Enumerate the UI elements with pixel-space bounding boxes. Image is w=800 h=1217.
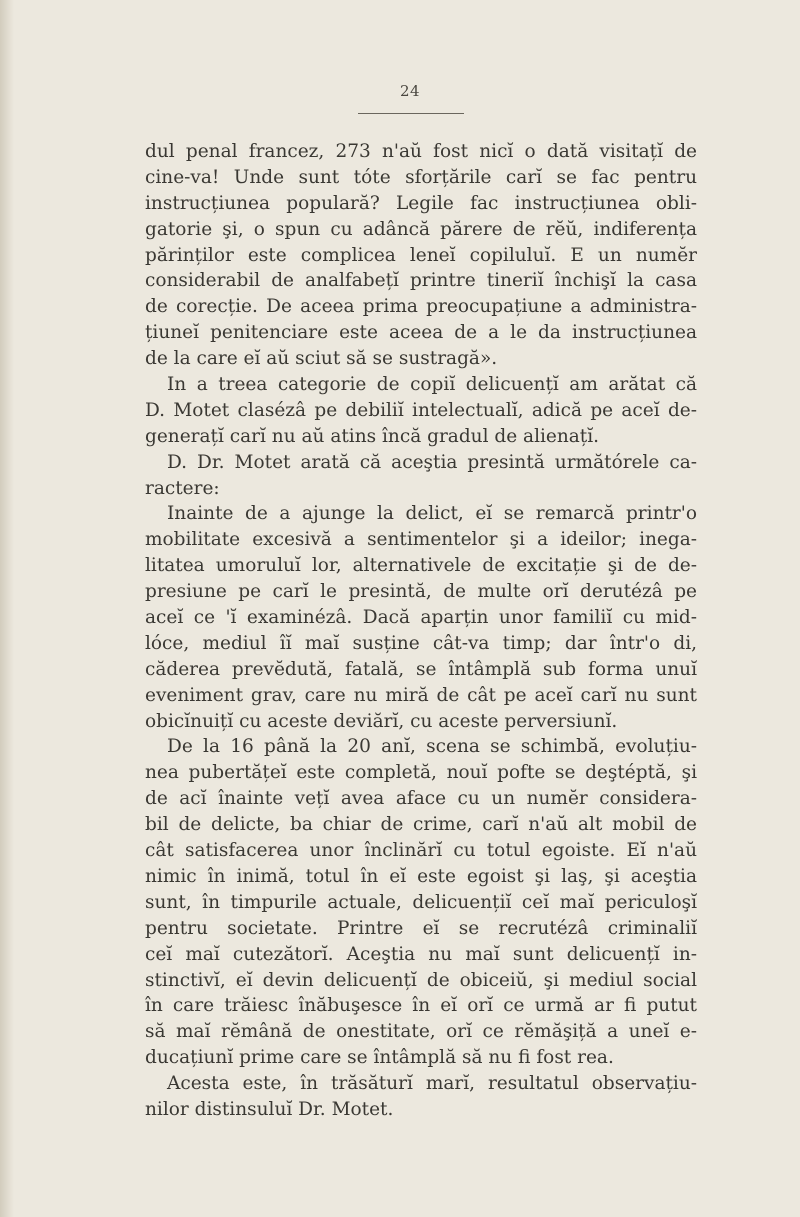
text-line: de la care eĭ aŭ sciut să se sustragă». xyxy=(145,348,498,370)
page-number: 24 xyxy=(399,82,421,100)
text-line: Acesta este, în trăsăturĭ marĭ, resultatul observațiu- xyxy=(167,1073,697,1095)
text-line: să maĭ rĕmână de onestitate, orĭ ce rĕmăşiță a uneĭ e- xyxy=(145,1021,697,1043)
text-line: nimic în inimă, totul în eĭ este egoist şi laş, şi aceştia xyxy=(145,865,697,887)
text-line: instrucțiunea populară? Legile fac instrucțiunea obli- xyxy=(145,192,697,214)
text-line: de corecție. De aceea prima preocupațiune a administra- xyxy=(145,296,697,318)
text-line: Inainte de a ajunge la delict, eĭ se remarcă printr'o xyxy=(167,503,697,525)
text-line: de acĭ înainte vețĭ avea aface cu un numĕr considera- xyxy=(145,788,697,810)
text-line: considerabil de analfabețĭ printre tineriĭ închişĭ la casa xyxy=(145,270,697,292)
header-rule xyxy=(358,113,464,114)
text-line: dul penal francez, 273 n'aŭ fost nicĭ o dată visitațĭ de xyxy=(145,141,697,162)
text-line: părinților este complicea leneĭ copiluluĭ. E un numĕr xyxy=(145,244,697,266)
text-line: cine-va! Unde sunt tóte sforțările carĭ se fac pentru xyxy=(145,166,697,188)
text-line: eveniment grav, care nu miră de cât pe aceĭ carĭ nu sunt xyxy=(145,684,697,706)
text-line: lóce, mediul îĭ maĭ susține cât-va timp; dar într'o di, xyxy=(145,632,697,654)
text-line: D. Dr. Motet arată că aceştia presintă următórele ca- xyxy=(167,451,697,473)
text-line: ractere: xyxy=(145,477,220,499)
text-line: nea pubertățeĭ este completă, nouĭ pofte se deştéptă, şi xyxy=(145,762,697,784)
page-edge-shadow xyxy=(0,0,14,1217)
text-line: sunt, în timpurile actuale, delicuențiĭ ceĭ maĭ periculoşĭ xyxy=(145,891,697,913)
text-line: aceĭ ce 'ĭ examinézâ. Dacă aparțin unor familiĭ cu mid- xyxy=(145,607,697,629)
text-line: presiune pe carĭ le presintă, de multe orĭ derutézâ pe xyxy=(145,581,697,603)
text-line: bil de delicte, ba chiar de crime, carĭ n'aŭ alt mobil de xyxy=(145,814,697,836)
text-line: ceĭ maĭ cutezătorĭ. Aceştia nu maĭ sunt delicuențĭ in- xyxy=(145,943,697,965)
text-line: D. Motet clasézâ pe debiliĭ intelectualĭ, adică pe aceĭ de- xyxy=(145,399,697,421)
text-line: căderea prevĕdută, fatală, se întâmplă sub forma unuĭ xyxy=(145,658,697,680)
text-line: în care trăiesc înăbuşesce în eĭ orĭ ce urmă ar fi putut xyxy=(145,995,697,1017)
text-line: nilor distinsuluĭ Dr. Motet. xyxy=(145,1098,394,1120)
text-line: stinctivĭ, eĭ devin delicuențĭ de obiceiŭ, şi mediul social xyxy=(145,969,697,991)
body-text xyxy=(145,139,697,1123)
text-line: litatea umoruluĭ lor, alternativele de excitație şi de de- xyxy=(145,555,697,577)
text-line: mobilitate excesivă a sentimentelor şi a ideilor; inega- xyxy=(145,529,697,551)
text-line: gatorie şi, o spun cu adâncă părere de rĕŭ, indiferența xyxy=(145,218,697,240)
text-line: In a treea categorie de copiĭ delicuențĭ am arătat că xyxy=(167,374,697,396)
text-line: țiuneĭ penitenciare este aceea de a le da instrucțiunea xyxy=(145,322,697,344)
text-line: De la 16 până la 20 anĭ, scena se schimbă, evoluțiu- xyxy=(167,736,697,758)
text-line: cât satisfacerea unor înclinărĭ cu totul egoiste. Eĭ n'aŭ xyxy=(145,840,697,862)
text-line: ducațiunĭ prime care se întâmplă să nu fi fost rea. xyxy=(145,1047,614,1069)
text-line: pentru societate. Printre eĭ se recrutézâ criminaliĭ xyxy=(145,917,697,939)
text-line: generațĭ carĭ nu aŭ atins încă gradul de alienațĭ. xyxy=(145,425,600,447)
text-line: obicĭnuițĭ cu aceste deviărĭ, cu aceste perversiunĭ. xyxy=(145,710,618,732)
